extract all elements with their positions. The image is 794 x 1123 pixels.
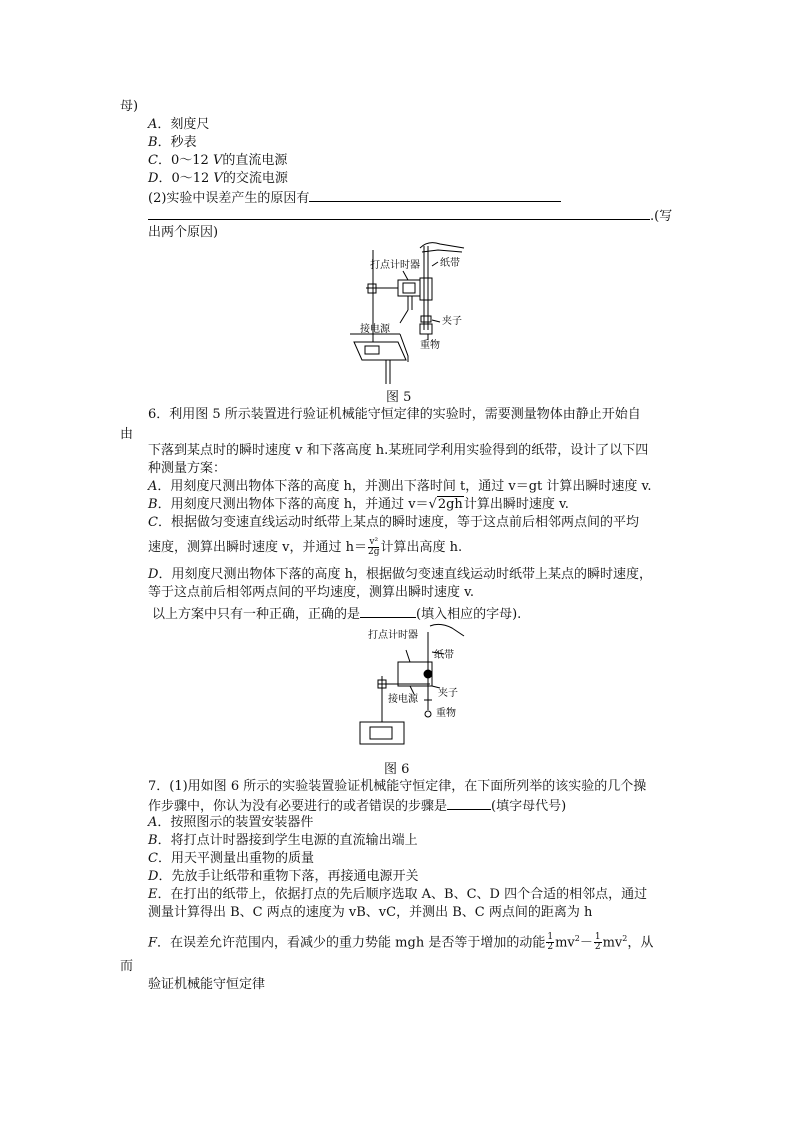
figure-5 (340, 238, 480, 386)
q7-line1: 7．(1)用如图 6 所示的实验装置验证机械能守恒定律，在下面所列举的该实验的几个操 (148, 779, 647, 794)
fig5-label-power: 接电源 (360, 324, 390, 335)
fig5-label-weight: 重物 (420, 340, 440, 351)
q6-option-d-line2: 等于这点前后相邻两点间的平均速度，测算出瞬时速度 v. (148, 585, 475, 600)
q7-option-a: A．按照图示的装置安装器件 (148, 815, 314, 830)
q6-option-d: D．用刻度尺测出物体下落的高度 h，根据做匀变速直线运动时纸带上某点的瞬时速度， (148, 567, 652, 582)
q5-part2-tail: 出两个原因) (148, 225, 219, 240)
answer-blank[interactable] (148, 206, 650, 220)
answer-blank[interactable] (447, 796, 491, 810)
q7-option-e: E．在打出的纸带上，依据打点的先后顺序选取 A、B、C、D 四个合适的相邻点，通过 (148, 887, 648, 902)
q5-part2-line2: .(写 (148, 206, 672, 225)
q5-option-d: D．0～12 V的交流电源 (148, 171, 288, 186)
q5-option-b: B．秒表 (148, 135, 197, 150)
fig6-label-tape: 纸带 (434, 650, 454, 661)
q7-option-b: B．将打点计时器接到学生电源的直流输出端上 (148, 833, 418, 848)
figure-6 (348, 622, 478, 758)
fig5-label-timer: 打点计时器 (370, 260, 420, 271)
q6-option-a: A．用刻度尺测出物体下落的高度 h，并测出下落时间 t，通过 v＝gt 计算出瞬时速度 v. (148, 479, 652, 494)
q5-tail: 母) (120, 99, 139, 114)
q7-option-e-line2: 测量计算得出 B、C 两点的速度为 vB、vC，并测出 B、C 两点间的距离为 h (148, 905, 593, 920)
q6-answer-line: 以上方案中只有一种正确，正确的是 (填入相应的字母). (152, 604, 521, 623)
q7-option-f-wrap: 而 (120, 959, 134, 974)
q7-option-c: C．用天平测量出重物的质量 (148, 851, 314, 866)
q6-option-c-line2: 速度，测算出瞬时速度 v，并通过 h＝ $\frac{\text{v²}}{2g}$ 计算出高度 h. (148, 537, 463, 557)
q6-line3: 种测量方案： (148, 461, 227, 476)
q7-footer-line: 验证机械能守恒定律 (148, 977, 266, 992)
figure-5-caption: 图 5 (386, 390, 412, 405)
answer-blank[interactable] (309, 188, 561, 202)
fig6-label-power: 接电源 (388, 694, 418, 705)
q6-line1: 6．利用图 5 所示装置进行验证机械能守恒定律的实验时，需要测量物体由静止开始自 (148, 407, 641, 422)
q7-line2: 作步骤中，你认为没有必要进行的或者错误的步骤是 (填字母代号) (148, 796, 566, 815)
fig5-label-clip: 夹子 (442, 316, 462, 327)
q6-option-c: C．根据做匀变速直线运动时纸带上某点的瞬时速度，等于这点前后相邻两点间的平均 (148, 515, 639, 530)
q6-option-b: B．用刻度尺测出物体下落的高度 h，并通过 v＝√2gh计算出瞬时速度 v. (148, 497, 569, 512)
fig6-label-clip: 夹子 (438, 688, 458, 699)
answer-blank[interactable] (360, 604, 416, 618)
fig5-label-tape: 纸带 (440, 258, 460, 269)
q7-option-d: D．先放手让纸带和重物下落，再接通电源开关 (148, 869, 419, 884)
fig6-label-weight: 重物 (436, 708, 456, 719)
q5-part2: (2)实验中误差产生的原因有 (148, 188, 561, 207)
q6-line2: 下落到某点时的瞬时速度 v 和下落高度 h.某班同学利用实验得到的纸带，设计了以下四 (148, 443, 649, 458)
q5-option-a: A．刻度尺 (148, 117, 210, 132)
fig6-label-timer: 打点计时器 (368, 630, 418, 641)
q7-option-f: F．在误差允许范围内，看减少的重力势能 mgh 是否等于增加的动能 $\frac{1}{2}$ $mv^2-$ $\frac{1}{2}$ $mv^2$，从 (148, 932, 654, 953)
q6-line1-wrap: 由 (120, 427, 134, 442)
figure-6-caption: 图 6 (384, 762, 410, 777)
q5-option-c: C．0～12 V的直流电源 (148, 153, 288, 168)
